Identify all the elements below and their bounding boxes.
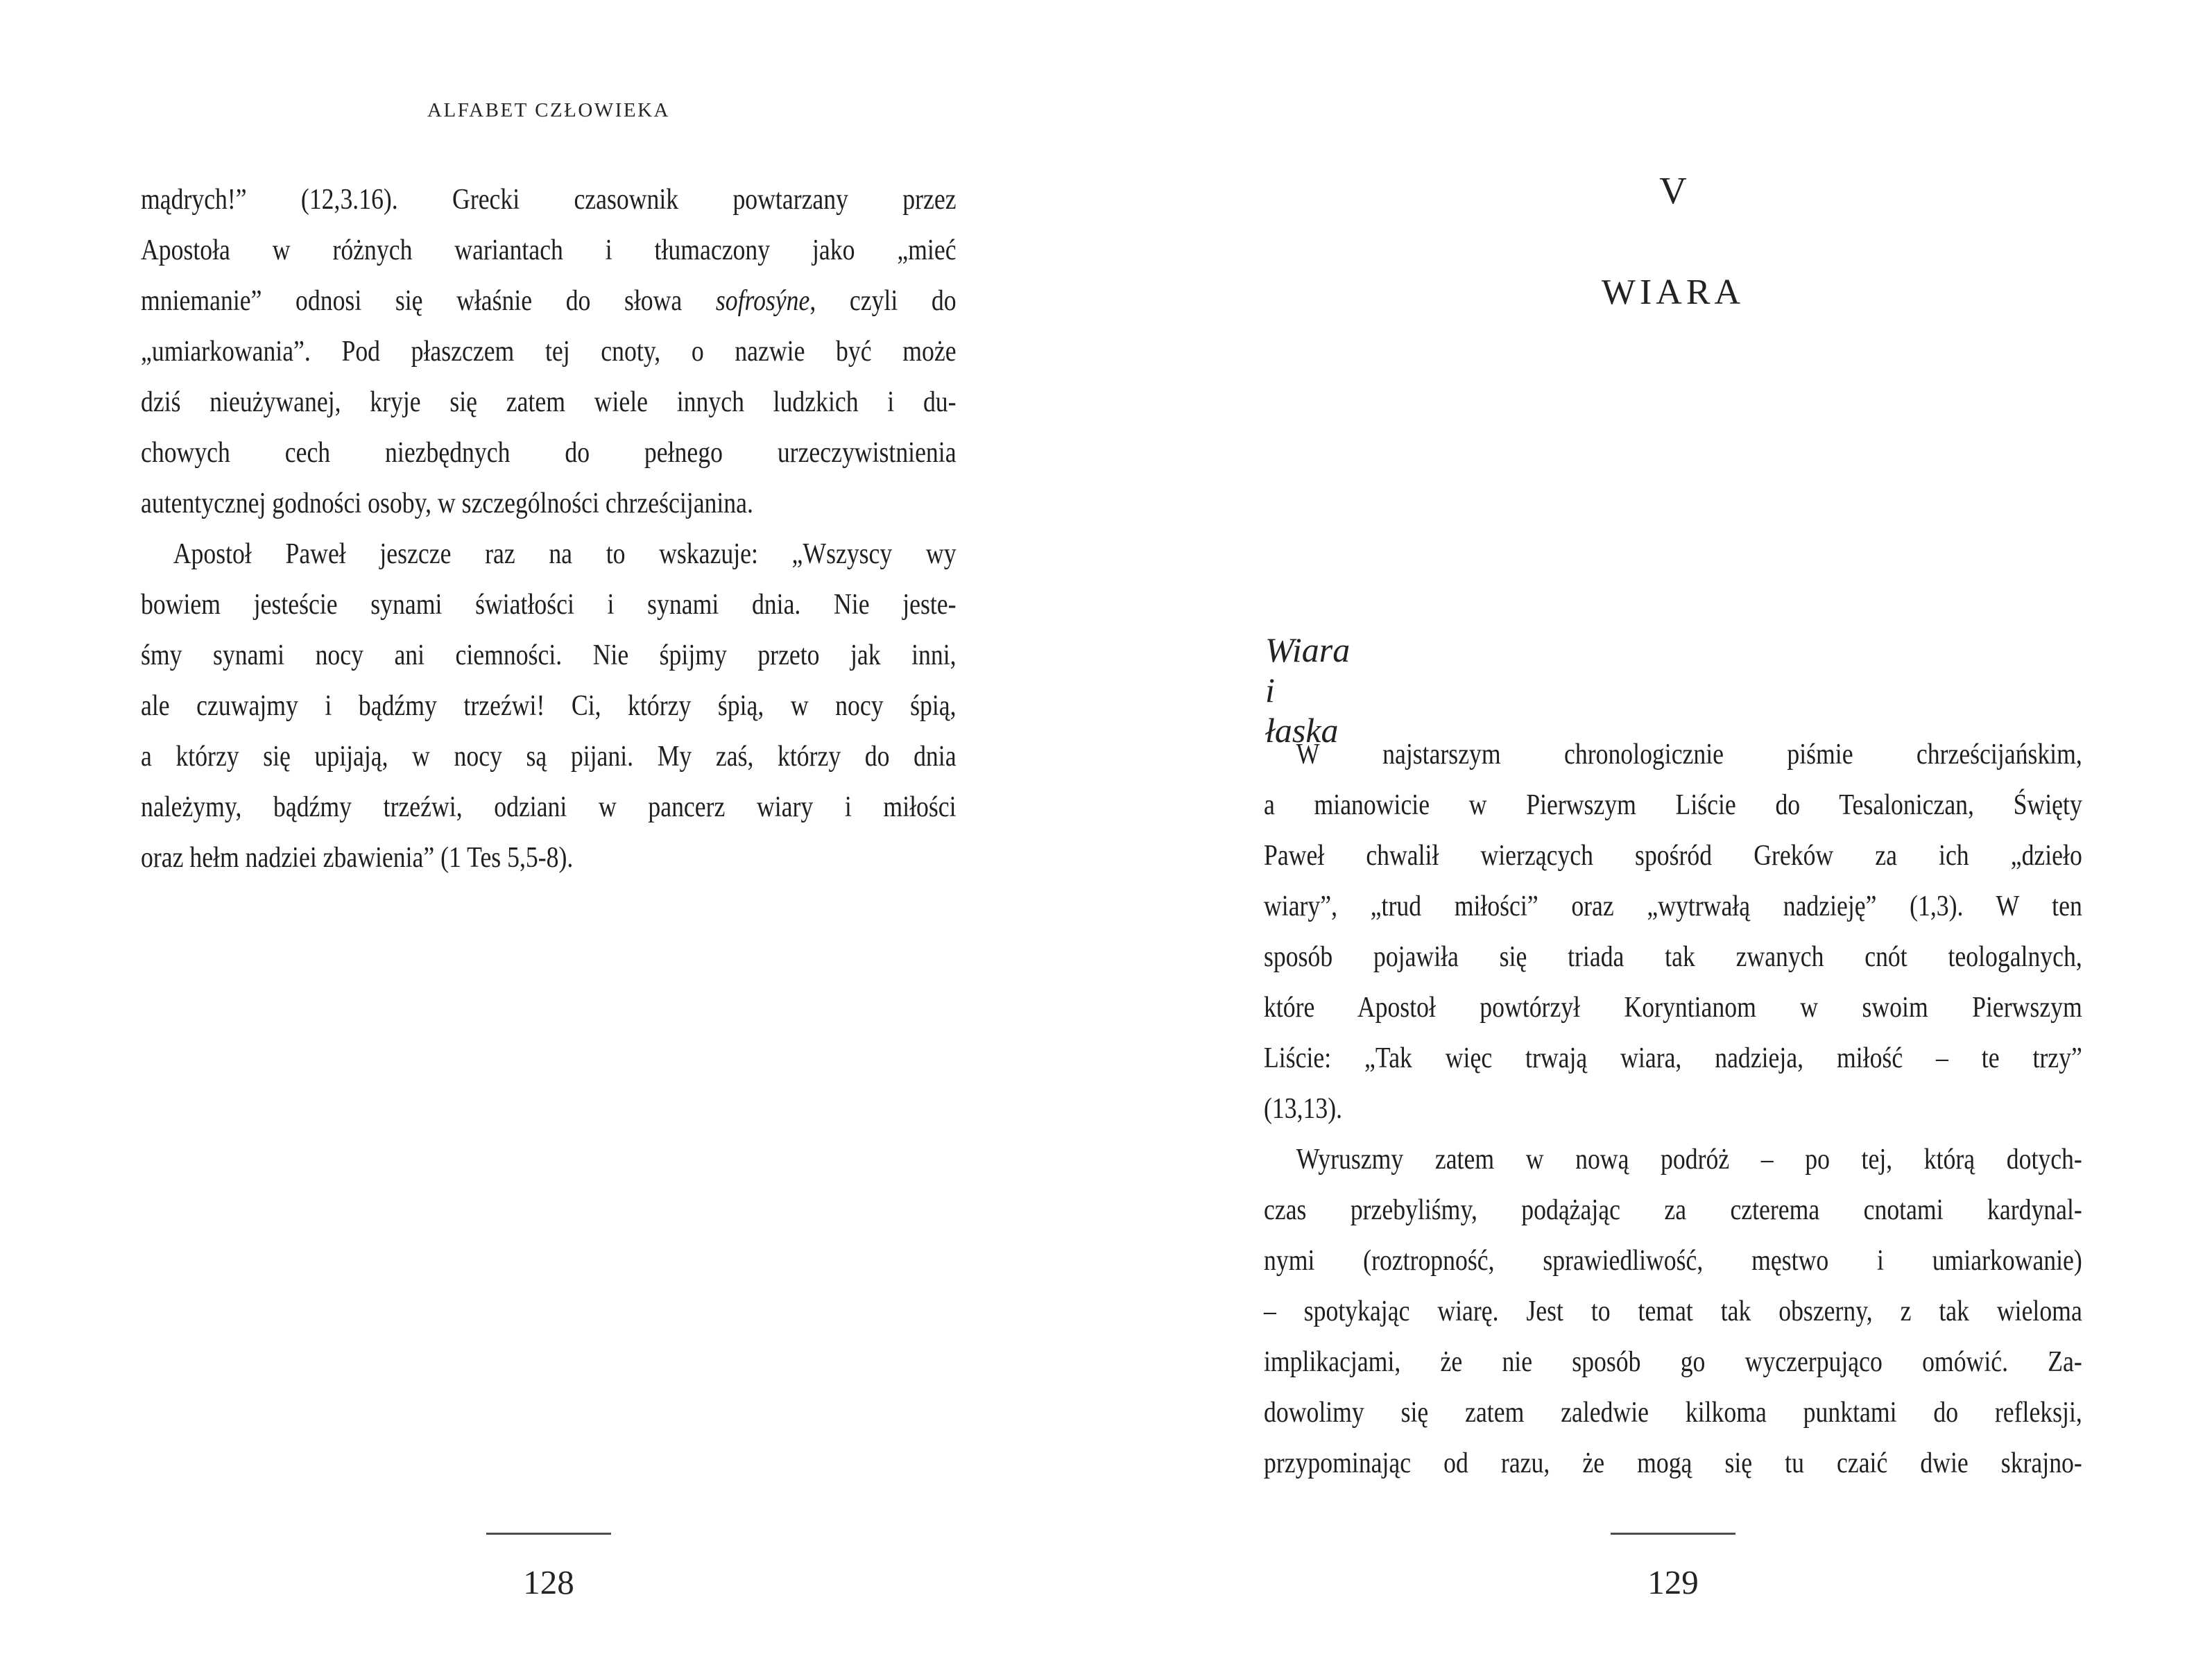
text-line: Paweł chwalił wierzących spośród Greków za ich „dzieło	[1264, 840, 2082, 872]
text-line: W najstarszym chronologicznie piśmie chrześcijańskim,	[1296, 739, 2082, 770]
text-line: (13,13).	[1264, 1093, 1343, 1125]
text-line: ale czuwajmy i bądźmy trzeźwi! Ci, którzy śpią, w nocy śpią,	[141, 690, 957, 722]
running-header: ALFABET CZŁOWIEKA	[427, 99, 670, 121]
text-line: czas przebyliśmy, podążając za czterema cnotami kardynal-	[1264, 1194, 2082, 1226]
section-heading: Wiara i łaska	[1265, 630, 1351, 750]
right-body-text	[1264, 730, 2082, 1489]
page-number: 128	[523, 1563, 574, 1601]
text-line: Liście: „Tak więc trwają wiara, nadzieja, miłość – te trzy”	[1264, 1042, 2082, 1074]
page-number: 129	[1647, 1563, 1699, 1601]
text-line: przypominając od razu, że mogą się tu czaić dwie skrajno-	[1264, 1447, 2082, 1479]
text-line: należymy, bądźmy trzeźwi, odziani w pancerz wiary i miłości	[141, 791, 957, 823]
text-line: dowolimy się zatem zaledwie kilkoma punktami do refleksji,	[1264, 1397, 2082, 1429]
text-line: – spotykając wiarę. Jest to temat tak obszerny, z tak wieloma	[1264, 1295, 2082, 1327]
text-line: Apostoł Paweł jeszcze raz na to wskazuje: „Wszyscy wy	[173, 538, 957, 570]
text-line: wiary”, „trud miłości” oraz „wytrwałą nadzieję” (1,3). W ten	[1264, 890, 2082, 922]
footer-rule	[1611, 1533, 1735, 1535]
text-line: śmy synami nocy ani ciemności. Nie śpijmy przeto jak inni,	[141, 639, 957, 671]
right-footer	[1264, 1533, 2082, 1602]
text-line: nymi (roztropność, sprawiedliwość, męstwo i umiarkowanie)	[1264, 1245, 2082, 1277]
text-line: oraz hełm nadziei zbawienia” (1 Tes 5,5-8).	[141, 842, 574, 874]
footer-rule	[486, 1533, 611, 1535]
text-line: Wyruszmy zatem w nową podróż – po tej, którą dotych-	[1296, 1144, 2082, 1176]
chapter-title: WIARA	[1601, 273, 1745, 312]
text-line: mniemanie” odnosi się właśnie do słowa sofrosýne, czyli do	[141, 285, 957, 317]
text-line: bowiem jesteście synami światłości i synami dnia. Nie jeste-	[141, 589, 957, 621]
left-body-text	[141, 175, 957, 884]
chapter-number: V	[1659, 169, 1687, 212]
text-line: „umiarkowania”. Pod płaszczem tej cnoty, o nazwie być może	[141, 336, 957, 368]
text-line: Apostoła w różnych wariantach i tłumaczony jako „mieć	[141, 234, 957, 266]
text-line: a którzy się upijają, w nocy są pijani. My zaś, którzy do dnia	[141, 741, 957, 773]
text-line: a mianowicie w Pierwszym Liście do Tesaloniczan, Święty	[1264, 789, 2082, 821]
text-line: mądrych!” (12,3.16). Grecki czasownik powtarzany przez	[141, 184, 957, 216]
left-footer	[141, 1533, 957, 1602]
text-line: dziś nieużywanej, kryje się zatem wiele innych ludzkich i du-	[141, 386, 957, 418]
text-line: implikacjami, że nie sposób go wyczerpująco omówić. Za-	[1264, 1346, 2082, 1378]
text-line: autentycznej godności osoby, w szczególności chrześcijanina.	[141, 488, 753, 519]
text-line: chowych cech niezbędnych do pełnego urzeczywistnienia	[141, 437, 957, 469]
text-line: które Apostoł powtórzył Koryntianom w swoim Pierwszym	[1264, 992, 2082, 1024]
text-line: sposób pojawiła się triada tak zwanych cnót teologalnych,	[1264, 941, 2082, 973]
